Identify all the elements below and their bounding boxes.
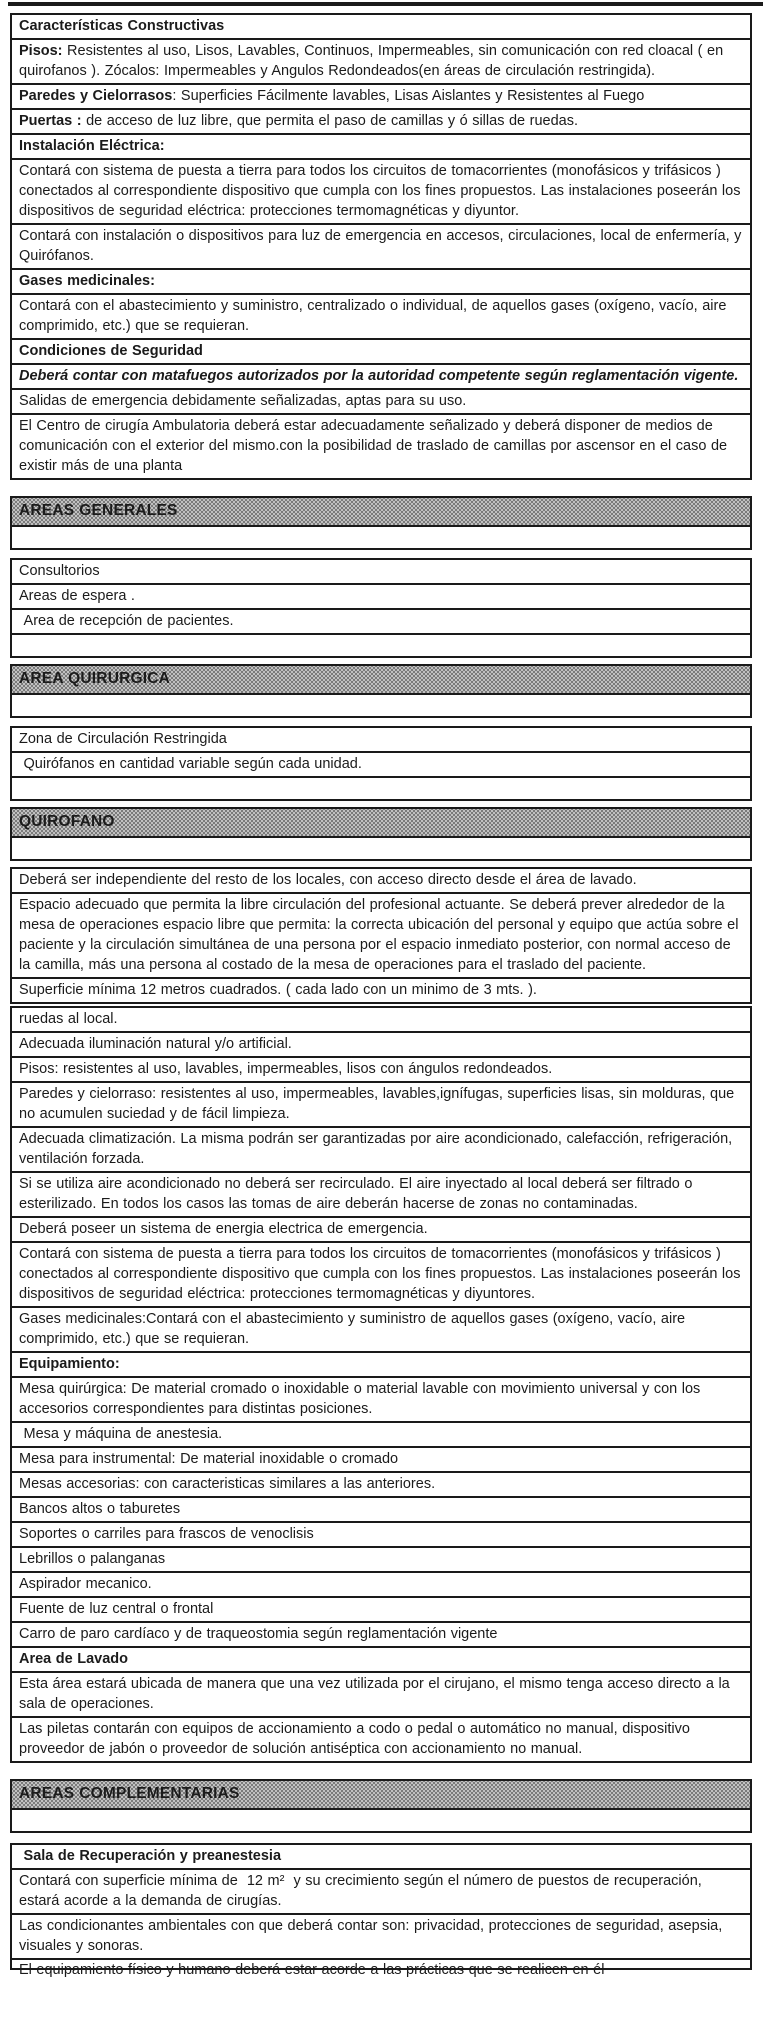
- section-table: [10, 13, 752, 480]
- row-text: Areas de espera .: [19, 588, 135, 604]
- row-text: Consultorios: [19, 563, 100, 579]
- row-text: Condiciones de Seguridad: [19, 343, 203, 359]
- top-rule: [8, 2, 763, 6]
- row-text: Contará con sistema de puesta a tierra para todos los circuitos de tomacorrientes (monofásicos y trifásicos ) conectados al correspondiente dispositivo que cumpla con los fines propuestos. Las instalaciones poseerán los dispositivos de seguridad eléctrica: protecciones termomagnéticas y diyuntores.: [19, 1246, 745, 1302]
- spacer: [0, 480, 765, 496]
- table-row: [12, 1421, 750, 1446]
- table-row: [12, 363, 750, 388]
- row-text: Sala de Recuperación y preanestesia: [19, 1848, 282, 1864]
- row-text: Mesa para instrumental: De material inoxidable o cromado: [19, 1451, 399, 1467]
- row-text: Area de Lavado: [19, 1651, 128, 1667]
- section-table: [10, 1006, 752, 1763]
- table-row: [12, 413, 750, 478]
- band-label: AREAS COMPLEMENTARIAS: [19, 1785, 240, 1802]
- row-text: El Centro de cirugía Ambulatoria deberá estar adecuadamente señalizado y deberá disponer de medios de comunicación con el exterior del mismo.con la posibilidad de traslado de camillas por ascensor en el caso de existir más de una planta: [19, 418, 732, 474]
- row-empty: [12, 633, 750, 656]
- table-row: [12, 583, 750, 608]
- table-row: [12, 1171, 750, 1216]
- spacer: [0, 550, 765, 558]
- spacer: [0, 718, 765, 726]
- document-body: [0, 2, 765, 1978]
- table-row: [12, 1496, 750, 1521]
- row-text: Bancos altos o taburetes: [19, 1501, 181, 1517]
- row-text: Carro de paro cardíaco y de traqueostomia según reglamentación vigente: [19, 1626, 498, 1642]
- table-row: [12, 1446, 750, 1471]
- row-text: Paredes y Cielorrasos: [19, 88, 173, 104]
- section-header-band: [12, 498, 750, 525]
- row-text: Si se utiliza aire acondicionado no deberá ser recirculado. El aire inyectado al local deberá ser filtrado o esterilizado. En todos los casos las tomas de aire deberán hacerse de zonas no contaminadas.: [19, 1176, 697, 1212]
- table-row: [12, 1241, 750, 1306]
- row-text: Lebrillos o palanganas: [19, 1551, 166, 1567]
- table-row: [12, 133, 750, 158]
- row-text: ruedas al local.: [19, 1011, 118, 1027]
- table-row: [12, 1351, 750, 1376]
- row-text: Equipamiento:: [19, 1356, 120, 1372]
- row-empty: [12, 525, 750, 548]
- table-row: [12, 1306, 750, 1351]
- band-label: QUIROFANO: [19, 813, 115, 830]
- section-table: [10, 558, 752, 658]
- table-row: [12, 83, 750, 108]
- row-text: Resistentes al uso, Lisos, Lavables, Continuos, Impermeables, sin comunicación con red cloacal ( en quirofanos ). Zócalos: Impermeables y Angulos Redondeados(en áreas de circulación restringida).: [19, 43, 728, 79]
- row-text: Paredes y cielorraso: resistentes al uso, impermeables, lavables,ignífugas, superficies lisas, sin molduras, que no acumulen suciedad y de fácil limpieza.: [19, 1086, 739, 1122]
- section-header-band: [12, 809, 750, 836]
- table-row: [12, 1621, 750, 1646]
- row-text: Características Constructivas: [19, 18, 225, 34]
- table-row: [12, 751, 750, 776]
- table-row: [12, 560, 750, 583]
- row-text: Quirófanos en cantidad variable según cada unidad.: [19, 756, 362, 772]
- row-text: Area de recepción de pacientes.: [19, 613, 234, 629]
- row-text: Fuente de luz central o frontal: [19, 1601, 214, 1617]
- table-row: [12, 293, 750, 338]
- row-text: Adecuada climatización. La misma podrán ser garantizadas por aire acondicionado, calefacción, refrigeración, ventilación forzada.: [19, 1131, 737, 1167]
- spacer: [0, 1833, 765, 1843]
- row-empty: [12, 776, 750, 799]
- row-text: Instalación Eléctrica:: [19, 138, 165, 154]
- table-row: [12, 728, 750, 751]
- row-text: Las condicionantes ambientales con que deberá contar son: privacidad, protecciones de seguridad, asepsia, visuales y sonoras.: [19, 1918, 727, 1954]
- table-row: [12, 108, 750, 133]
- row-text: Gases medicinales:Contará con el abastecimiento y suministro de aquellos gases (oxígeno, vacío, aire comprimido, etc.) que se requieran.: [19, 1311, 690, 1347]
- row-text: : Superficies Fácilmente lavables, Lisas Aislantes y Resistentes al Fuego: [172, 88, 645, 104]
- table-row: [12, 1646, 750, 1671]
- row-text: Deberá contar con matafuegos autorizados por la autoridad competente según reglamentación vigente.: [19, 368, 739, 384]
- row-text: Aspirador mecanico.: [19, 1576, 152, 1592]
- row-text: Contará con instalación o dispositivos para luz de emergencia en accesos, circulaciones, local de enfermería, y Quirófanos.: [19, 228, 746, 264]
- table-row: [12, 268, 750, 293]
- band-label: AREAS GENERALES: [19, 502, 178, 519]
- row-text: Gases medicinales:: [19, 273, 155, 289]
- table-row: [12, 38, 750, 83]
- table-row: [12, 1376, 750, 1421]
- table-row: [12, 1716, 750, 1761]
- row-text: Zona de Circulación Restringida: [19, 731, 227, 747]
- row-text: Mesa y máquina de anestesia.: [19, 1426, 223, 1442]
- row-empty: [12, 1808, 750, 1831]
- table-row: [12, 1596, 750, 1621]
- table-row: [12, 1471, 750, 1496]
- section-header: [10, 496, 752, 550]
- section-table: [10, 1843, 752, 1978]
- row-text: de acceso de luz libre, que permita el paso de camillas y ó sillas de ruedas.: [81, 113, 578, 129]
- table-row: [12, 977, 750, 1002]
- row-text: Puertas :: [19, 113, 82, 129]
- table-row: [12, 1913, 750, 1958]
- table-row: [12, 1868, 750, 1913]
- row-text: Deberá poseer un sistema de energia electrica de emergencia.: [19, 1221, 428, 1237]
- row-text: Esta área estará ubicada de manera que una vez utilizada por el cirujano, el mismo tenga acceso directo a la sala de operaciones.: [19, 1676, 735, 1712]
- table-row: [12, 388, 750, 413]
- row-text: Contará con el abastecimiento y suministro, centralizado o individual, de aquellos gases (oxígeno, vacío, aire comprimido, etc.) que se requieran.: [19, 298, 731, 334]
- row-text: Mesas accesorias: con caracteristicas similares a las anteriores.: [19, 1476, 436, 1492]
- table-row: [12, 15, 750, 38]
- row-text: Las piletas contarán con equipos de accionamiento a codo o pedal o automático no manual, dispositivo proveedor de jabón o proveedor de solución antiséptica con accionamiento no manual.: [19, 1721, 695, 1757]
- section-header: [10, 664, 752, 718]
- row-text: Deberá ser independiente del resto de los locales, con acceso directo desde el área de lavado.: [19, 872, 637, 888]
- row-text: Soportes o carriles para frascos de venoclisis: [19, 1526, 314, 1542]
- table-row: [12, 158, 750, 223]
- row-empty: [12, 693, 750, 716]
- row-empty: [12, 836, 750, 859]
- table-row: [12, 1216, 750, 1241]
- table-row: [12, 1571, 750, 1596]
- table-row: [12, 1845, 750, 1868]
- section-header: [10, 1779, 752, 1833]
- table-row: [12, 1546, 750, 1571]
- row-text: El equipamiento físico y humano deberá estar acorde a las prácticas que se realicen en él: [19, 1962, 605, 1978]
- table-row: [12, 869, 750, 892]
- section-header: [10, 807, 752, 861]
- table-row: [12, 608, 750, 633]
- row-text: Contará con superficie mínima de 12 m² y su crecimiento según el número de puestos de recuperación, estará acorde a la demanda de cirugías.: [19, 1873, 707, 1909]
- row-text: Pisos: resistentes al uso, lavables, impermeables, lisos con ángulos redondeados.: [19, 1061, 553, 1077]
- table-row: [12, 1958, 750, 1978]
- table-row: [12, 1008, 750, 1031]
- table-row: [12, 1056, 750, 1081]
- table-row: [12, 1126, 750, 1171]
- table-row: [12, 892, 750, 977]
- table-row: [12, 1081, 750, 1126]
- row-text: Superficie mínima 12 metros cuadrados. ( cada lado con un minimo de 3 mts. ).: [19, 982, 537, 998]
- section-header-band: [12, 666, 750, 693]
- row-text: Pisos:: [19, 43, 63, 59]
- spacer: [0, 1763, 765, 1779]
- table-row: [12, 1521, 750, 1546]
- section-header-band: [12, 1781, 750, 1808]
- table-row: [12, 1031, 750, 1056]
- section-table: [10, 726, 752, 801]
- row-text: Espacio adecuado que permita la libre circulación del profesional actuante. Se deberá prever alrededor de la mesa de operaciones espacio libre que permita: la correcta ubicación del personal y equipo que actúa sobre el paciente y la circulación simultánea de una persona por el espacio inmediato posterior, con normal acceso de la camilla, más una persona al costado de la mesa de operaciones para el traslado del paciente.: [19, 897, 743, 973]
- row-text: Adecuada iluminación natural y/o artificial.: [19, 1036, 292, 1052]
- table-row: [12, 223, 750, 268]
- band-label: AREA QUIRURGICA: [19, 670, 171, 687]
- section-table: [10, 867, 752, 1004]
- table-row: [12, 1671, 750, 1716]
- row-text: Contará con sistema de puesta a tierra para todos los circuitos de tomacorrientes (monofásicos y trifásicos ) conectados al correspondiente dispositivo que cumpla con los fines propuestos. Las instalaciones poseerán los dispositivos de seguridad eléctrica: protecciones termomagnéticas y diyuntor.: [19, 163, 745, 219]
- table-row: [12, 338, 750, 363]
- row-text: Salidas de emergencia debidamente señalizadas, aptas para su uso.: [19, 393, 467, 409]
- row-text: Mesa quirúrgica: De material cromado o inoxidable o material lavable con movimiento universal y con los accesorios correspondientes para distintas posiciones.: [19, 1381, 705, 1417]
